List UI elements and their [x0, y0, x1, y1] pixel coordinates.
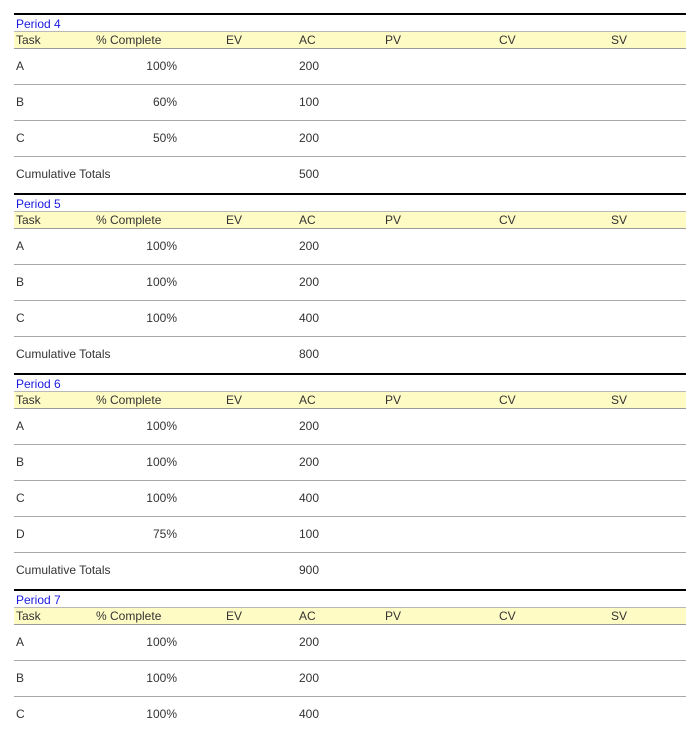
header-ev: EV	[226, 33, 243, 47]
table-row	[14, 409, 686, 445]
cell-pct: 100%	[146, 491, 177, 505]
header-cv: CV	[499, 33, 516, 47]
cell-pct: 100%	[146, 419, 177, 433]
cell-task: A	[16, 239, 25, 253]
cell-ac: 400	[299, 491, 320, 505]
cell-task: B	[16, 275, 25, 289]
cell-task: C	[16, 131, 25, 145]
header-pct: % Complete	[96, 393, 162, 407]
header-pv: PV	[385, 33, 402, 47]
table-row	[14, 121, 686, 157]
cell-pct: 100%	[146, 671, 177, 685]
cell-ac: 100	[299, 527, 320, 541]
header-pct: % Complete	[96, 213, 162, 227]
table-header-row	[14, 607, 686, 625]
table-header-row	[14, 31, 686, 49]
header-pct: % Complete	[96, 609, 162, 623]
cumulative-totals-row	[14, 553, 686, 589]
cell-task: C	[16, 707, 25, 721]
table-row	[14, 697, 686, 733]
totals-ac: 800	[299, 347, 320, 361]
table-row	[14, 85, 686, 121]
cell-ac: 200	[299, 131, 320, 145]
header-cv: CV	[499, 393, 516, 407]
cell-pct: 75%	[152, 527, 177, 541]
cell-task: C	[16, 491, 25, 505]
period-title: Period 4	[14, 13, 686, 31]
table-header-row	[14, 391, 686, 409]
header-pv: PV	[385, 213, 402, 227]
period-title: Period 5	[14, 193, 686, 211]
header-ev: EV	[226, 213, 243, 227]
period-section	[14, 13, 686, 193]
header-ev: EV	[226, 393, 243, 407]
header-task: Task	[16, 33, 41, 47]
header-task: Task	[16, 609, 41, 623]
cell-pct: 60%	[152, 95, 177, 109]
period-section	[14, 589, 686, 733]
header-sv: SV	[611, 213, 628, 227]
cell-task: A	[16, 419, 25, 433]
cell-pct: 100%	[146, 275, 177, 289]
cell-pct: 50%	[152, 131, 177, 145]
period-section	[14, 193, 686, 373]
cumulative-totals-row	[14, 337, 686, 373]
period-section	[14, 373, 686, 589]
cell-task: B	[16, 671, 25, 685]
cell-ac: 200	[299, 59, 320, 73]
header-ac: AC	[299, 393, 316, 407]
header-ev: EV	[226, 609, 243, 623]
totals-ac: 900	[299, 563, 320, 577]
header-ac: AC	[299, 609, 316, 623]
header-sv: SV	[611, 609, 628, 623]
table-row	[14, 661, 686, 697]
cell-task: B	[16, 455, 25, 469]
cell-pct: 100%	[146, 59, 177, 73]
header-pv: PV	[385, 393, 402, 407]
cell-ac: 200	[299, 239, 320, 253]
header-cv: CV	[499, 609, 516, 623]
cell-ac: 200	[299, 275, 320, 289]
totals-label: Cumulative Totals	[16, 167, 111, 181]
table-row	[14, 301, 686, 337]
period-title: Period 7	[14, 589, 686, 607]
header-ac: AC	[299, 213, 316, 227]
cell-pct: 100%	[146, 311, 177, 325]
table-header-row	[14, 211, 686, 229]
totals-label: Cumulative Totals	[16, 347, 111, 361]
header-sv: SV	[611, 393, 628, 407]
cell-task: A	[16, 635, 25, 649]
table-row	[14, 517, 686, 553]
cell-task: A	[16, 59, 25, 73]
cell-ac: 200	[299, 455, 320, 469]
cell-task: C	[16, 311, 25, 325]
table-row	[14, 445, 686, 481]
cell-ac: 400	[299, 707, 320, 721]
cell-task: D	[16, 527, 25, 541]
header-task: Task	[16, 393, 41, 407]
cell-ac: 400	[299, 311, 320, 325]
header-task: Task	[16, 213, 41, 227]
periods-container	[14, 13, 686, 733]
cell-ac: 200	[299, 671, 320, 685]
cell-ac: 200	[299, 419, 320, 433]
totals-ac: 500	[299, 167, 320, 181]
header-sv: SV	[611, 33, 628, 47]
cumulative-totals-row	[14, 157, 686, 193]
period-title: Period 6	[14, 373, 686, 391]
table-row	[14, 265, 686, 301]
cell-ac: 200	[299, 635, 320, 649]
header-cv: CV	[499, 213, 516, 227]
table-row	[14, 625, 686, 661]
cell-task: B	[16, 95, 25, 109]
cell-pct: 100%	[146, 707, 177, 721]
header-ac: AC	[299, 33, 316, 47]
header-pv: PV	[385, 609, 402, 623]
cell-pct: 100%	[146, 635, 177, 649]
table-row	[14, 229, 686, 265]
cell-pct: 100%	[146, 239, 177, 253]
table-row	[14, 49, 686, 85]
header-pct: % Complete	[96, 33, 162, 47]
cell-pct: 100%	[146, 455, 177, 469]
cell-ac: 100	[299, 95, 320, 109]
totals-label: Cumulative Totals	[16, 563, 111, 577]
table-row	[14, 481, 686, 517]
